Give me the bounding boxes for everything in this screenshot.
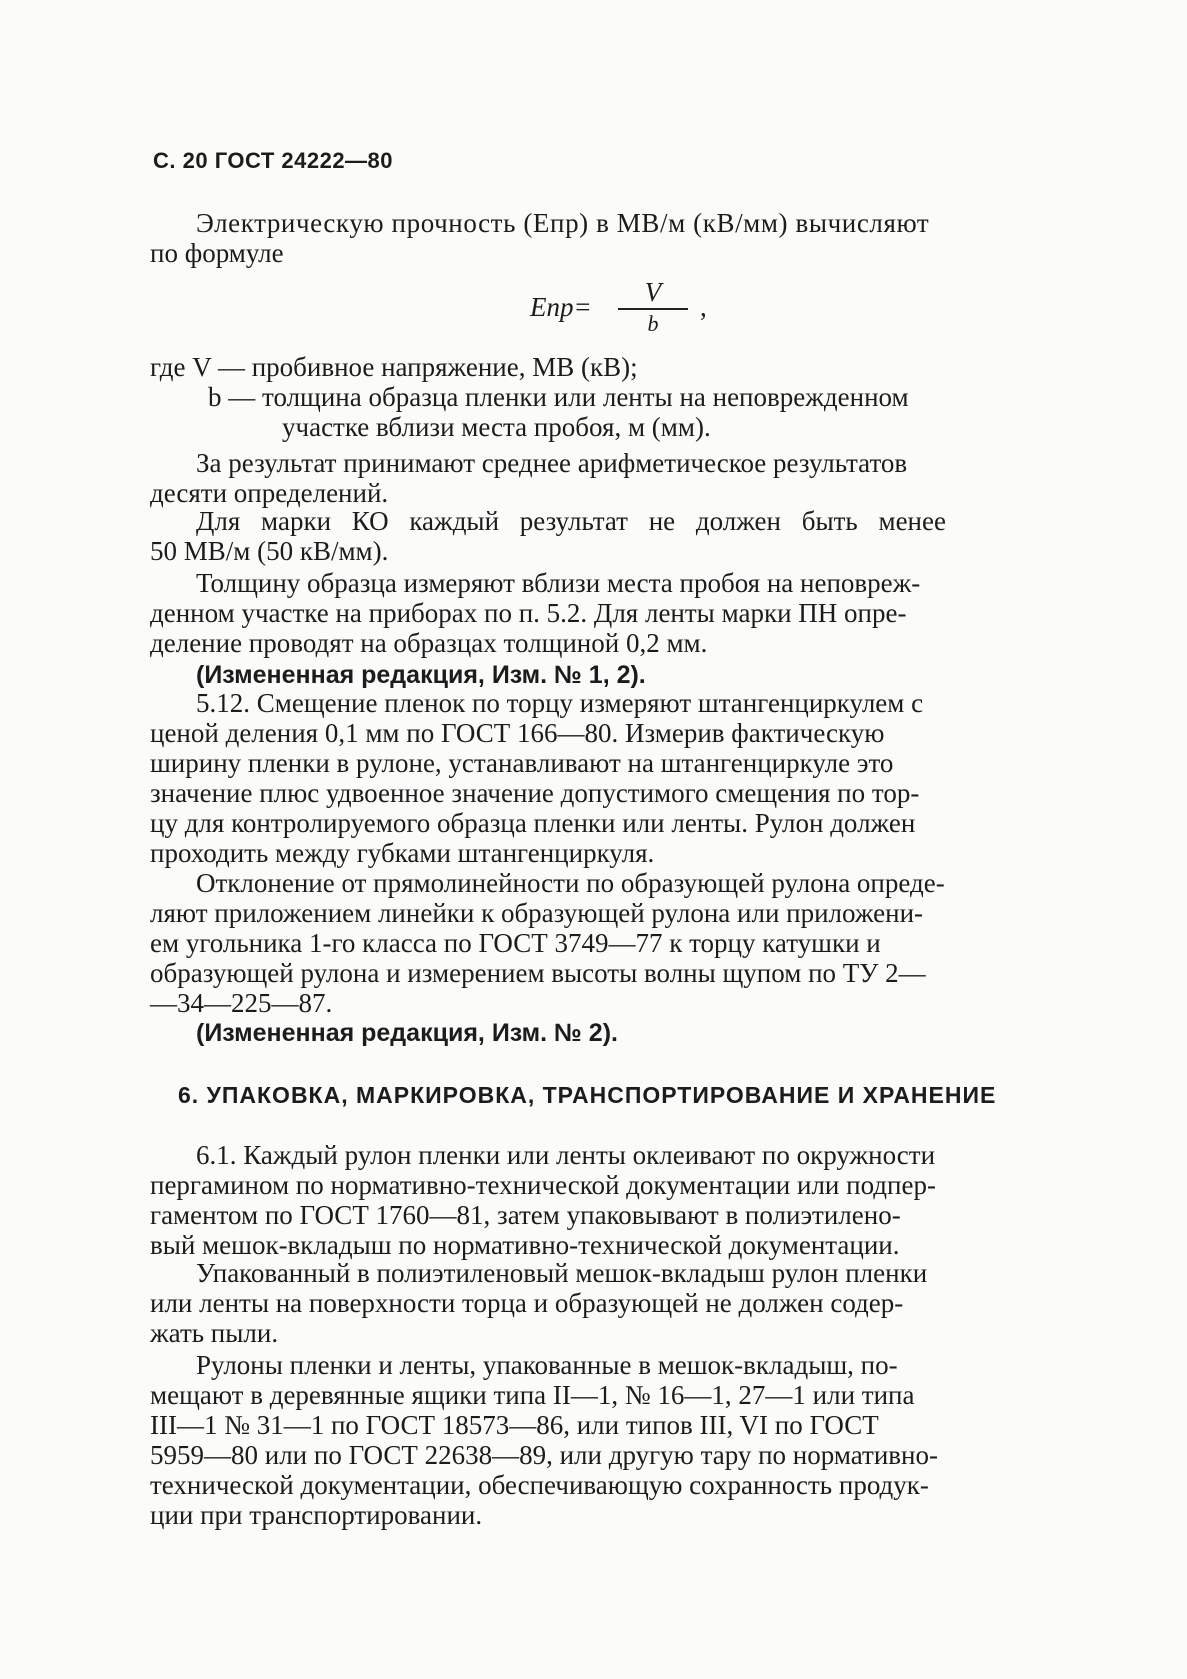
formula-fraction	[618, 278, 688, 336]
text-line: технической документации, обеспечивающую сохранность продук-	[150, 1470, 929, 1500]
paragraph-ko-grade	[150, 506, 1088, 566]
text-line: проходить между губками штангенциркуля.	[150, 838, 655, 868]
amendment-note-1: (Измененная редакция, Изм. № 1, 2).	[196, 661, 646, 689]
text-line: ляют приложением линейки к образующей рулона или приложени-	[150, 898, 924, 928]
text-line: Электрическую прочность (Eпр) в МВ/м (кВ/мм) вычисляют	[196, 208, 930, 238]
text-line: жать пыли.	[150, 1318, 279, 1348]
text-line: 5.12. Смещение пленок по торцу измеряют штангенциркулем с	[196, 688, 924, 718]
text-line: гаментом по ГОСТ 1760—81, затем упаковывают в полиэтилено-	[150, 1200, 901, 1230]
paragraph-electric-strength	[150, 208, 1088, 268]
text-line: 5959—80 или по ГОСТ 22638—89, или другую тару по нормативно-	[150, 1440, 938, 1470]
text-line: 6.1. Каждый рулон пленки или ленты оклеивают по окружности	[196, 1140, 936, 1170]
section-6-heading: 6. УПАКОВКА, МАРКИРОВКА, ТРАНСПОРТИРОВАНИЕ И ХРАНЕНИЕ	[178, 1082, 997, 1108]
text-line: деление проводят на образцах толщиной 0,2 мм.	[150, 628, 708, 658]
text-line: Для марки КО каждый результат не должен быть менее	[196, 506, 946, 536]
text-line: ции при транспортировании.	[150, 1500, 483, 1530]
text-line: цу для контролируемого образца пленки или ленты. Рулон должен	[150, 808, 916, 838]
text-line: Рулоны пленки и ленты, упакованные в мешок-вкладыш, по-	[196, 1350, 898, 1380]
fraction-bar	[618, 308, 688, 310]
paragraph-straightness	[150, 868, 1088, 1018]
where-block	[150, 352, 1088, 442]
text-line: III—1 № 31—1 по ГОСТ 18573—86, или типов III, VI по ГОСТ	[150, 1410, 879, 1440]
text-line: Толщину образца измеряют вблизи места пробоя на неповреж-	[196, 568, 921, 598]
formula-lhs: Eпр=	[530, 292, 592, 322]
text-line: —34—225—87.	[150, 988, 333, 1018]
text-line: 50 МВ/м (50 кВ/мм).	[150, 536, 389, 566]
formula-numerator: V	[644, 277, 662, 307]
formula-comma: ,	[700, 292, 707, 322]
paragraph-6-1	[150, 1140, 1088, 1260]
paragraph-packed-roll	[150, 1258, 1088, 1348]
text-line: Упакованный в полиэтиленовый мешок-вкладыш рулон пленки	[196, 1258, 928, 1288]
where-line: участке вблизи места пробоя, м (мм).	[282, 412, 711, 442]
text-line: денном участке на приборах по п. 5.2. Для ленты марки ПН опре-	[150, 598, 907, 628]
text-line: вый мешок-вкладыш по нормативно-технической документации.	[150, 1230, 900, 1260]
paragraph-result	[150, 448, 1088, 508]
paragraph-thickness	[150, 568, 1088, 658]
text-line: по формуле	[150, 238, 284, 268]
amendment-note-2: (Измененная редакция, Изм. № 2).	[196, 1019, 618, 1047]
page-header: С. 20 ГОСТ 24222—80	[153, 148, 394, 173]
text-line: мещают в деревянные ящики типа II—1, № 16—1, 27—1 или типа	[150, 1380, 915, 1410]
text-line: За результат принимают среднее арифметическое результатов	[196, 448, 908, 478]
text-line: Отклонение от прямолинейности по образующей рулона опреде-	[196, 868, 945, 898]
paragraph-boxes	[150, 1350, 1088, 1530]
text-line: десяти определений.	[150, 478, 389, 508]
text-line: ем угольника 1-го класса по ГОСТ 3749—77 к торцу катушки и	[150, 928, 881, 958]
formula-denominator: b	[647, 311, 659, 336]
text-line: пергамином по нормативно-технической документации или подпер-	[150, 1170, 936, 1200]
paragraph-5-12	[150, 688, 1088, 868]
where-line: где V — пробивное напряжение, МВ (кВ);	[150, 352, 638, 382]
text-line: образующей рулона и измерением высоты волны щупом по ТУ 2—	[150, 958, 926, 988]
text-line: значение плюс удвоенное значение допустимого смещения по тор-	[150, 778, 920, 808]
text-line: ширину пленки в рулоне, устанавливают на штангенциркуле это	[150, 748, 894, 778]
formula-equals: =	[573, 292, 592, 322]
text-line: или ленты на поверхности торца и образующей не должен содер-	[150, 1288, 904, 1318]
text-line: ценой деления 0,1 мм по ГОСТ 166—80. Измерив фактическую	[150, 718, 885, 748]
where-line: b — толщина образца пленки или ленты на неповрежденном	[208, 382, 909, 412]
